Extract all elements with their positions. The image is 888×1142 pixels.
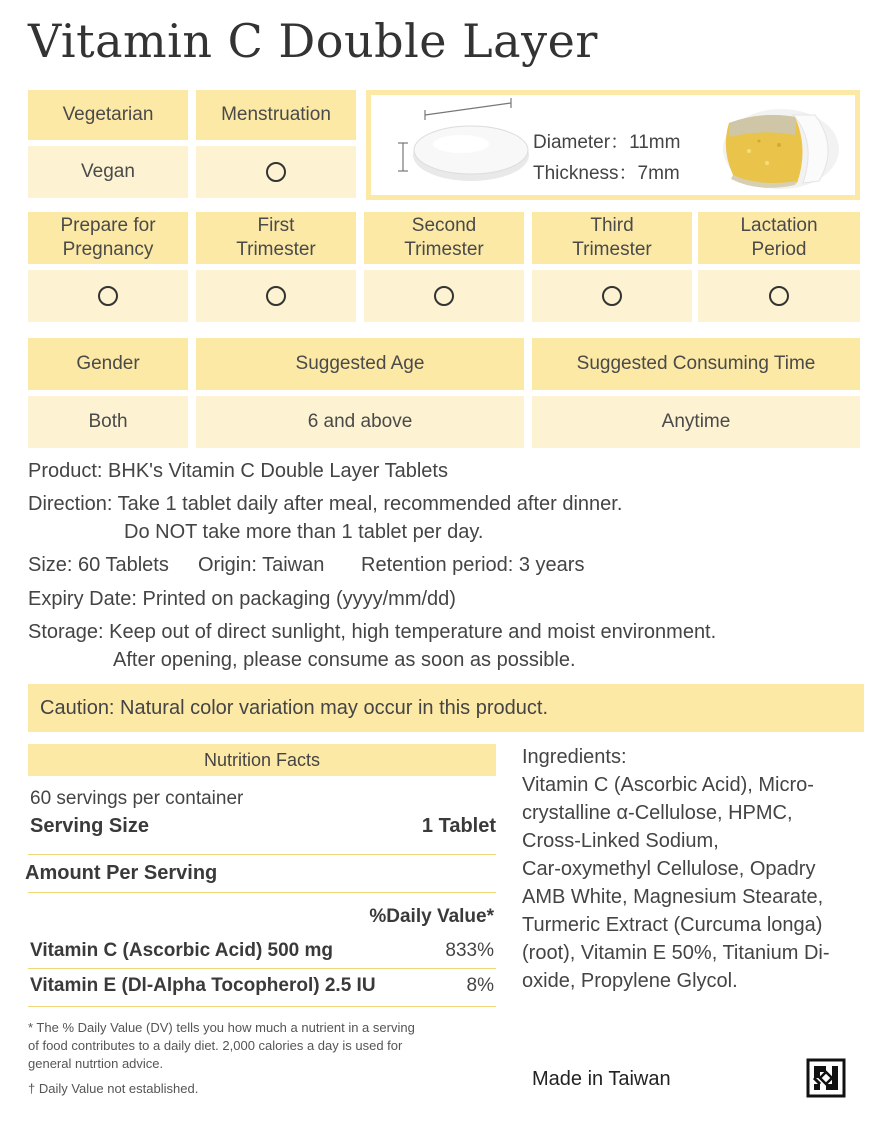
page-title: Vitamin C Double Layer [28,14,598,68]
tablet-cross-section-icon [709,101,844,193]
retention-text: Retention period: 3 years [361,554,585,576]
nutrient-row-dv: 8% [466,975,494,996]
menstruation-cell [196,146,356,198]
ingredients-label: Ingredients: [522,746,627,768]
divider [28,854,496,855]
storage-line-1: Storage: Keep out of direct sunlight, high temperature and moist environment. [28,621,717,643]
direction-line-2: Do NOT take more than 1 tablet per day. [124,521,484,543]
ingredients-line: Cross-Linked Sodium, [522,830,719,852]
age-header: Suggested Age [196,338,524,390]
diameter-text: Diameter：11mm [533,132,681,153]
divider [28,892,496,893]
ingredients-line: crystalline α-Cellulose, HPMC, [522,802,793,824]
circle-mark-icon [434,286,454,306]
stage-header-first-trimester: First Trimester [196,212,356,264]
nutrient-row-name: Vitamin E (Dl-Alpha Tocopherol) 2.5 IU [30,975,376,996]
direction-line-1: Direction: Take 1 tablet daily after meal, recommended after dinner. [28,493,623,515]
stage-cell-second-trimester [364,270,524,322]
servings-text: 60 servings per container [30,788,244,809]
footnote-line-2: of food contributes to a daily diet. 2,000 calories a day is used for [28,1038,403,1053]
storage-line-2: After opening, please consume as soon as possible. [113,649,576,671]
recycle-icon [806,1058,846,1098]
gender-header: Gender [28,338,188,390]
serving-size-label: Serving Size [30,815,149,837]
circle-mark-icon [769,286,789,306]
circle-mark-icon [266,286,286,306]
vegetarian-header: Vegetarian [28,90,188,140]
gender-value: Both [28,396,188,448]
footnote-line-4: † Daily Value not established. [28,1081,199,1096]
footnote-line-3: general nutrtion advice. [28,1056,164,1071]
circle-mark-icon [266,162,286,182]
footnote-line-1: * The % Daily Value (DV) tells you how much a nutrient in a serving [28,1020,415,1035]
ingredients-line: oxide, Propylene Glycol. [522,970,738,992]
origin-text: Origin: Taiwan [198,554,325,576]
nutrient-row-dv: 833% [445,940,494,961]
stage-cell-lactation [698,270,860,322]
caution-banner [28,684,864,732]
stage-cell-pregnancy [28,270,188,322]
tablet-info-box [366,90,860,200]
divider [28,1006,496,1007]
stage-header-pregnancy: Prepare for Pregnancy [28,212,188,264]
amount-per-serving: Amount Per Serving [25,862,218,884]
ingredients-line: AMB White, Magnesium Stearate, [522,886,824,908]
tablet-side-icon [391,97,541,187]
product-line: Product: BHK's Vitamin C Double Layer Tablets [28,460,448,482]
ingredients-line: Vitamin C (Ascorbic Acid), Micro- [522,774,814,796]
stage-header-second-trimester: Second Trimester [364,212,524,264]
time-value: Anytime [532,396,860,448]
ingredients-line: Car-oxymethyl Cellulose, Opadry [522,858,816,880]
stage-cell-third-trimester [532,270,692,322]
nutrient-row-name: Vitamin C (Ascorbic Acid) 500 mg [30,940,334,961]
circle-mark-icon [602,286,622,306]
vegan-cell: Vegan [28,146,188,198]
serving-size-value: 1 Tablet [421,815,496,837]
daily-value-label: %Daily Value* [369,906,494,927]
ingredients-line: Turmeric Extract (Curcuma longa) [522,914,823,936]
size-text: Size: 60 Tablets [28,554,169,576]
nutrition-facts-header: Nutrition Facts [28,744,496,776]
divider [28,968,496,969]
expiry-line: Expiry Date: Printed on packaging (yyyy/mm/dd) [28,588,456,610]
stage-cell-first-trimester [196,270,356,322]
time-header: Suggested Consuming Time [532,338,860,390]
caution-text: Caution: Natural color variation may occur in this product. [40,696,549,719]
made-in-taiwan: Made in Taiwan [532,1068,671,1090]
thickness-text: Thickness：7mm [533,163,680,184]
ingredients-line: (root), Vitamin E 50%, Titanium Di- [522,942,830,964]
stage-header-lactation: Lactation Period [698,212,860,264]
stage-header-third-trimester: Third Trimester [532,212,692,264]
age-value: 6 and above [196,396,524,448]
menstruation-header: Menstruation [196,90,356,140]
circle-mark-icon [98,286,118,306]
